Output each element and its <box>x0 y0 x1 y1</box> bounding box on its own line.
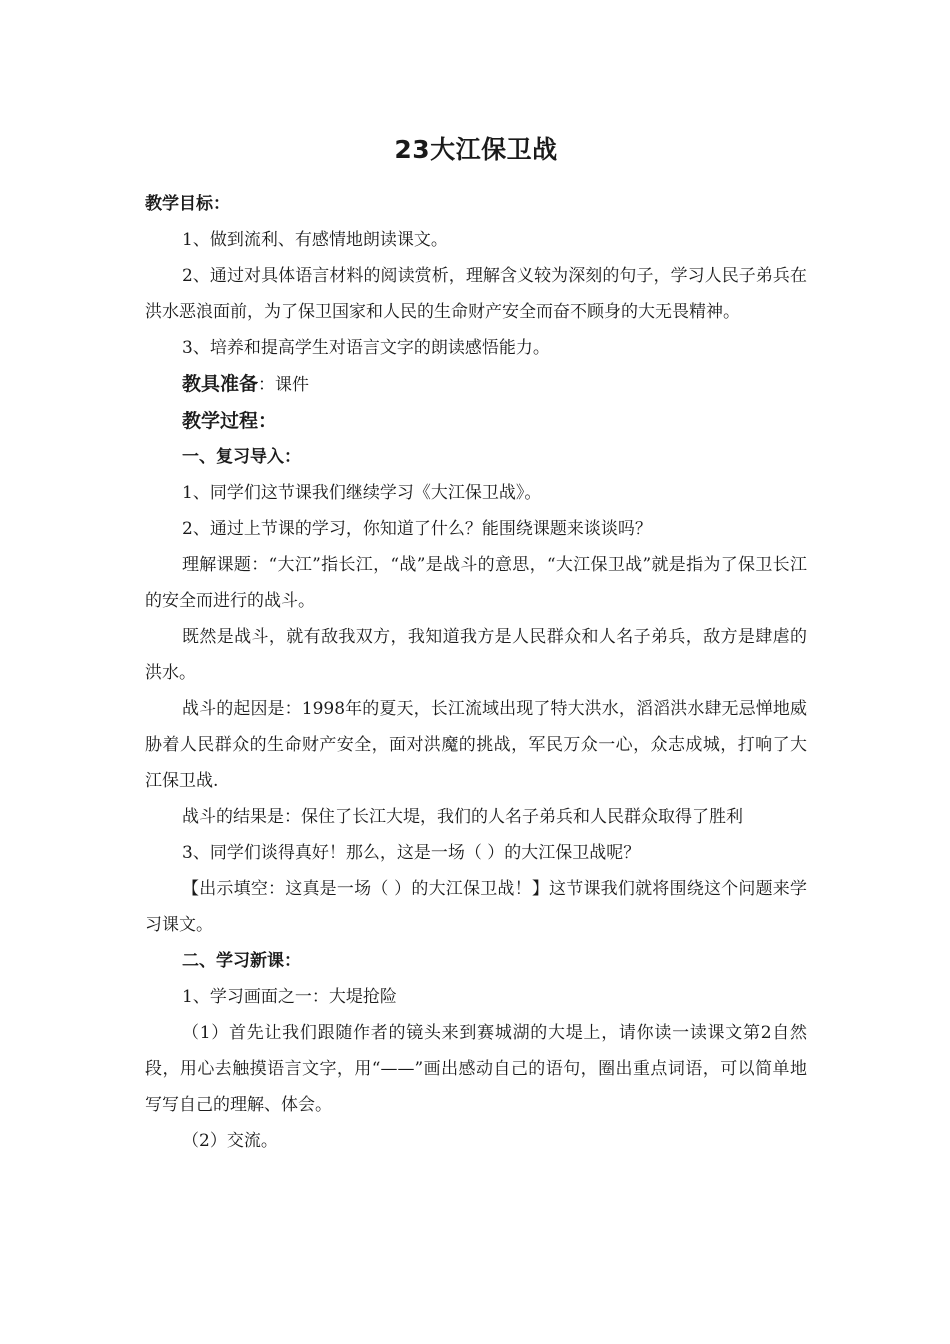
tools-line <box>145 366 807 403</box>
document-title: 23大江保卫战 <box>394 135 558 164</box>
section1-paragraph: 理解课题：“大江”指长江，“战”是战斗的意思，“大江保卫战”就是指为了保卫长江的安全而进行的战斗。 <box>145 555 807 611</box>
objective-item-2: 2、通过对具体语言材料的阅读赏析，理解含义较为深刻的句子，学习人民子弟兵在洪水恶浪面前，为了保卫国家和人民的生命财产安全而奋不顾身的大无畏精神。 <box>145 266 807 322</box>
section1-paragraph: 战斗的起因是：1998年的夏天，长江流域出现了特大洪水，滔滔洪水肆无忌惮地威胁着人民群众的生命财产安全，面对洪魔的挑战，军民万众一心，众志成城，打响了大江保卫战. <box>145 699 807 791</box>
section1-paragraph: 1、同学们这节课我们继续学习《大江保卫战》。 <box>182 483 542 503</box>
objective-item-1: 1、做到流利、有感情地朗读课文。 <box>182 230 448 250</box>
section2-paragraph: （2）交流。 <box>182 1131 278 1151</box>
objectives-heading: 教学目标： <box>145 194 230 214</box>
section1-heading: 一、复习导入： <box>182 447 301 467</box>
section2-heading: 二、学习新课： <box>182 951 301 971</box>
section1-paragraph: 2、通过上节课的学习，你知道了什么？能围绕课题来谈谈吗？ <box>182 519 652 539</box>
section2-paragraph: 1、学习画面之一：大堤抢险 <box>182 987 397 1007</box>
tools-separator: ： <box>258 375 276 395</box>
process-heading: 教学过程： <box>182 410 278 432</box>
section1-paragraph: 3、同学们谈得真好！那么，这是一场（ ）的大江保卫战呢？ <box>182 843 641 863</box>
tools-value: 课件 <box>275 375 310 395</box>
objective-item-3: 3、培养和提高学生对语言文字的朗读感悟能力。 <box>182 338 550 358</box>
tools-label: 教具准备 <box>182 373 259 395</box>
section1-paragraph: 既然是战斗，就有敌我双方，我知道我方是人民群众和人名子弟兵，敌方是肆虐的洪水。 <box>145 627 807 683</box>
document-body <box>145 186 807 1159</box>
section2-paragraph: （1）首先让我们跟随作者的镜头来到赛城湖的大堤上，请你读一读课文第2自然段，用心去触摸语言文字，用“——”画出感动自己的语句，圈出重点词语，可以简单地写写自己的理解、体会。 <box>145 1023 807 1115</box>
section1-paragraph: 【出示填空：这真是一场（ ）的大江保卫战！】这节课我们就将围绕这个问题来学习课文。 <box>145 879 807 935</box>
section1-paragraph: 战斗的结果是：保住了长江大堤，我们的人名子弟兵和人民群众取得了胜利 <box>182 807 743 827</box>
